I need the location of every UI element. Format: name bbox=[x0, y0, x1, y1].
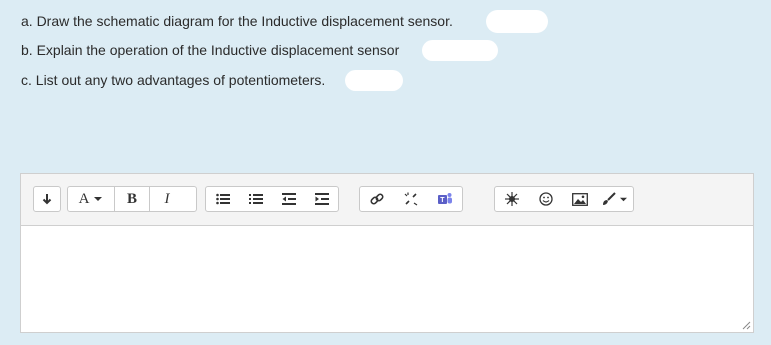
svg-text:T: T bbox=[440, 197, 445, 204]
collapse-icon bbox=[41, 193, 53, 205]
chevron-down-icon bbox=[93, 195, 103, 203]
emoji-icon bbox=[539, 192, 553, 206]
equation-icon bbox=[504, 191, 520, 207]
answer-editor bbox=[20, 173, 754, 333]
chevron-down-icon bbox=[619, 196, 628, 203]
teams-icon bbox=[437, 192, 453, 206]
resize-handle-icon[interactable] bbox=[741, 320, 751, 330]
toolbar-group-collapse bbox=[33, 186, 61, 212]
question-b: b. Explain the operation of the Inductive displacement sensor bbox=[21, 42, 400, 58]
answer-text-area[interactable] bbox=[21, 226, 753, 332]
equation-button[interactable] bbox=[495, 187, 529, 211]
editor-toolbar bbox=[21, 174, 753, 226]
image-icon bbox=[572, 193, 588, 206]
ordered-list-button[interactable] bbox=[239, 187, 272, 211]
collapse-button[interactable] bbox=[34, 187, 60, 211]
unlink-icon bbox=[404, 192, 418, 206]
paint-brush-menu-button[interactable] bbox=[597, 187, 633, 211]
bold-button[interactable] bbox=[115, 187, 149, 211]
toolbar-group-text-style bbox=[67, 186, 197, 212]
question-c: c. List out any two advantages of potentiometers. bbox=[21, 72, 326, 88]
italic-button[interactable] bbox=[150, 187, 184, 211]
indent-icon bbox=[315, 193, 329, 205]
unordered-list-icon bbox=[216, 193, 230, 205]
unordered-list-button[interactable] bbox=[206, 187, 239, 211]
font-menu-button[interactable] bbox=[68, 187, 114, 211]
emoji-button[interactable] bbox=[529, 187, 563, 211]
link-button[interactable] bbox=[360, 187, 394, 211]
redaction-mark bbox=[486, 10, 548, 33]
toolbar-group-insert bbox=[494, 186, 634, 212]
indent-button[interactable] bbox=[305, 187, 338, 211]
outdent-icon bbox=[282, 193, 296, 205]
outdent-button[interactable] bbox=[272, 187, 305, 211]
question-a: a. Draw the schematic diagram for the Inductive displacement sensor. bbox=[21, 13, 453, 29]
paint-brush-icon bbox=[602, 192, 616, 206]
toolbar-group-links bbox=[359, 186, 463, 212]
redaction-mark bbox=[345, 70, 403, 91]
font-color-icon: A bbox=[78, 190, 90, 207]
image-button[interactable] bbox=[563, 187, 597, 211]
teams-button[interactable] bbox=[428, 187, 462, 211]
toolbar-group-lists bbox=[205, 186, 339, 212]
ordered-list-icon bbox=[249, 193, 263, 205]
italic-icon: I bbox=[164, 190, 170, 207]
link-icon bbox=[370, 192, 384, 206]
unlink-button[interactable] bbox=[394, 187, 428, 211]
bold-icon: B bbox=[126, 190, 137, 207]
redaction-mark bbox=[422, 40, 498, 61]
